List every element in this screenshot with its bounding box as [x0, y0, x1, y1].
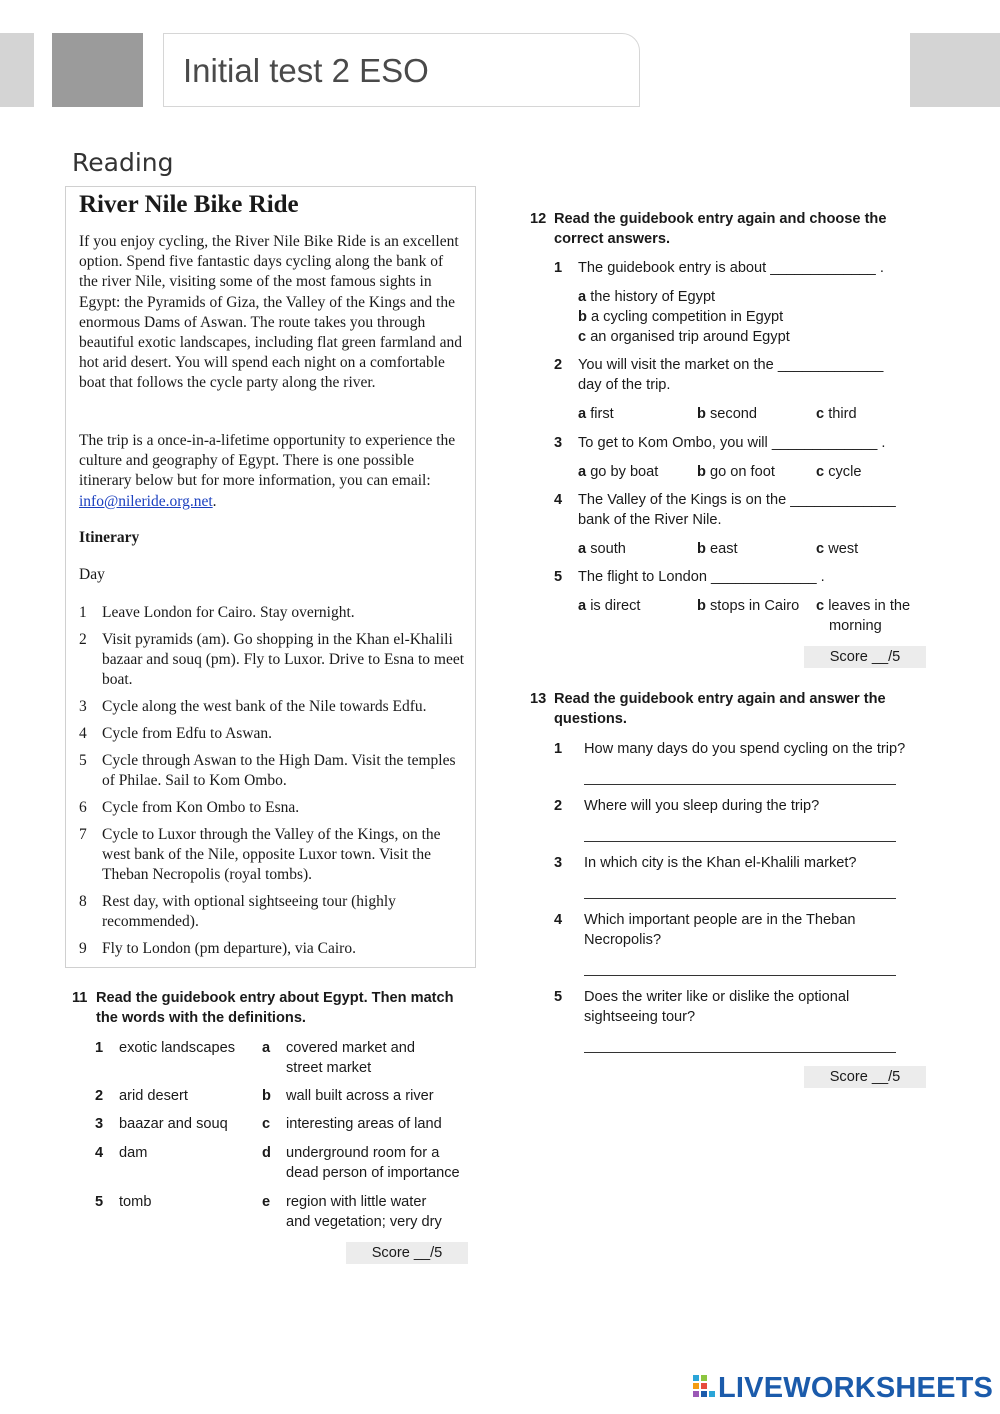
q12-option[interactable] [816, 462, 861, 482]
q11-heading [72, 988, 482, 1030]
q11-definition: region with little water [286, 1194, 427, 1210]
q13-question: Which important people are in the Theban [584, 912, 856, 928]
page-title: Initial test 2 ESO [183, 52, 429, 89]
option-letter: c [816, 541, 825, 557]
q12-instruction-1: Read the guidebook entry again and choose the [554, 211, 887, 227]
q11-definition-cont: street market [286, 1060, 372, 1076]
q11-number: 11 [72, 990, 88, 1006]
q11-definition-letter: d [262, 1145, 271, 1161]
q11-score: Score __/5 [346, 1242, 468, 1264]
q11-definition-cont: dead person of importance [286, 1165, 460, 1181]
q13-item-number: 4 [554, 912, 563, 928]
q11-word-number: 3 [95, 1116, 104, 1132]
article-title: River Nile Bike Ride [79, 191, 299, 218]
option-letter: b [697, 406, 706, 422]
day-text: Cycle from Kon Ombo to Esna. [102, 799, 300, 816]
q11-word: tomb [119, 1194, 152, 1210]
day-text: Fly to London (pm departure), via Cairo. [102, 940, 356, 957]
liveworksheets-logo-icon [693, 1375, 715, 1403]
option-letter: b [697, 541, 706, 557]
q12-item-number: 3 [554, 435, 563, 451]
answer-line[interactable] [584, 841, 896, 842]
brand-logo-text: LIVEWORKSHEETS [718, 1372, 994, 1404]
q12-item-text: You will visit the market on the _____________ [578, 357, 884, 373]
option-letter: c [816, 598, 825, 614]
itinerary-heading: Itinerary [79, 529, 140, 546]
q11-definition-cont: and vegetation; very dry [286, 1214, 442, 1230]
q12-option[interactable] [816, 404, 857, 424]
q11-definition: underground room for a [286, 1145, 440, 1161]
day-number: 5 [79, 752, 87, 769]
option-letter: b [697, 464, 706, 480]
q11-word: baazar and souq [119, 1116, 228, 1132]
day-text: Leave London for Cairo. Stay overnight. [102, 604, 355, 621]
q11-definition-letter: a [262, 1040, 271, 1056]
q12-instruction-2: correct answers. [554, 231, 671, 247]
q12-number: 12 [530, 211, 547, 227]
email-link[interactable]: info@nileride.org.net [79, 492, 213, 510]
q13-item-number: 3 [554, 855, 563, 871]
q12-option[interactable] [816, 596, 910, 616]
q12-item-text: The Valley of the Kings is on the _____________ [578, 492, 896, 508]
day-text: Visit pyramids (am). Go shopping in the Khan el-Khalili bazaar and souq (pm). Fly to Luxor. Drive to Esna to meet boat. [102, 631, 465, 689]
q12-item-text-cont: bank of the River Nile. [578, 512, 722, 528]
q12-option[interactable] [697, 539, 738, 559]
answer-line[interactable] [584, 784, 896, 785]
option-letter: a [578, 541, 587, 557]
q11-definition: covered market and [286, 1040, 415, 1056]
q12-option[interactable] [697, 404, 757, 424]
option-text: east [709, 541, 738, 557]
q11-word: arid desert [119, 1088, 188, 1104]
q12-item-number: 1 [554, 260, 563, 276]
option-letter: c [816, 464, 825, 480]
q12-item-number: 5 [554, 569, 563, 585]
q13-question-cont: sightseeing tour? [584, 1009, 696, 1025]
day-text: Cycle to Luxor through the Valley of the Kings, on the west bank of the Nile, opposite Luxor town. Visit the Theban Necropolis (royal tombs). [102, 826, 441, 884]
q13-question: Does the writer like or dislike the optional [584, 989, 850, 1005]
day-number: 7 [79, 826, 87, 843]
q13-item-number: 2 [554, 798, 563, 814]
day-text: Rest day, with optional sightseeing tour (highly recommended). [102, 893, 396, 931]
day-text: Cycle through Aswan to the High Dam. Visit the temples of Philae. Sail to Kom Ombo. [102, 752, 456, 790]
q12-option[interactable] [816, 539, 858, 559]
day-number: 2 [79, 631, 87, 648]
answer-line[interactable] [584, 1052, 896, 1053]
q13-item-number: 1 [554, 741, 563, 757]
q12-option[interactable] [578, 596, 640, 616]
day-number: 6 [79, 799, 87, 816]
q12-item-number: 2 [554, 357, 563, 373]
day-label: Day [79, 566, 105, 583]
q13-instruction-1: Read the guidebook entry again and answer the [554, 691, 886, 707]
q12-option[interactable] [578, 287, 715, 307]
q12-item-text: To get to Kom Ombo, you will _____________ . [578, 435, 886, 451]
q12-item-number: 4 [554, 492, 563, 508]
q12-score: Score __/5 [804, 646, 926, 668]
q11-definition: wall built across a river [286, 1088, 434, 1104]
q11-word: dam [119, 1145, 148, 1161]
q13-instruction-2: questions. [554, 711, 627, 727]
q12-item-text-cont: day of the trip. [578, 377, 671, 393]
option-text: the history of Egypt [590, 289, 716, 305]
header-left-block [0, 33, 34, 107]
answer-line[interactable] [584, 898, 896, 899]
q12-option[interactable] [578, 462, 658, 482]
q12-option[interactable] [697, 462, 775, 482]
option-text: third [828, 406, 857, 422]
q13-score: Score __/5 [804, 1066, 926, 1088]
q12-heading [530, 209, 950, 251]
q11-definition-letter: b [262, 1088, 271, 1104]
q11-word: exotic landscapes [119, 1040, 236, 1056]
option-text: a cycling competition in Egypt [590, 309, 784, 325]
q13-item-number: 5 [554, 989, 563, 1005]
day-number: 8 [79, 893, 87, 910]
option-letter: c [816, 406, 825, 422]
q12-item-text: The guidebook entry is about _____________ . [578, 260, 884, 276]
q13-question: How many days do you spend cycling on the trip? [584, 741, 906, 757]
q13-number: 13 [530, 691, 547, 707]
option-text: go on foot [709, 464, 775, 480]
q11-definition: interesting areas of land [286, 1116, 442, 1132]
day-number: 9 [79, 940, 87, 957]
option-letter: a [578, 406, 587, 422]
q12-option[interactable] [578, 307, 783, 327]
option-letter: a [578, 598, 587, 614]
option-text: go by boat [590, 464, 659, 480]
q11-word-number: 5 [95, 1194, 104, 1210]
q13-question: In which city is the Khan el-Khalili market? [584, 855, 857, 871]
paragraph-2-end: . [212, 492, 217, 510]
q12-item-text: The flight to London _____________ . [578, 569, 825, 585]
answer-line[interactable] [584, 975, 896, 976]
option-text: second [709, 406, 758, 422]
day-text: Cycle from Edfu to Aswan. [102, 725, 273, 742]
q11-definition-letter: e [262, 1194, 271, 1210]
day-text: Cycle along the west bank of the Nile towards Edfu. [102, 698, 427, 715]
q12-option-cont: morning [829, 618, 882, 634]
header-right-block [910, 33, 1000, 107]
day-number: 3 [79, 698, 87, 715]
option-letter: b [578, 309, 587, 325]
option-text: south [590, 541, 626, 557]
option-letter: b [697, 598, 706, 614]
q12-option[interactable] [697, 596, 799, 616]
q12-option[interactable] [578, 539, 626, 559]
q11-word-number: 2 [95, 1088, 104, 1104]
option-text: stops in Cairo [709, 598, 800, 614]
header-dark-block [52, 33, 143, 107]
option-letter: a [578, 464, 587, 480]
option-text: an organised trip around Egypt [590, 329, 790, 345]
paragraph-2-text: The trip is a once-in-a-lifetime opportunity to experience the culture and geography of Egypt. There is one possible itinerary below but for more information, you can email: [79, 432, 456, 490]
q12-option[interactable] [578, 327, 790, 347]
day-number: 1 [79, 604, 87, 621]
option-text: cycle [828, 464, 862, 480]
q11-instruction-1: Read the guidebook entry about Egypt. Then match [96, 990, 454, 1006]
option-text: west [828, 541, 859, 557]
day-number: 4 [79, 725, 87, 742]
option-letter: a [578, 289, 587, 305]
option-text: is direct [590, 598, 641, 614]
article-paragraph-1: If you enjoy cycling, the River Nile Bike Ride is an excellent option. Spend five fantastic days cycling along the bank of the river Nile, visiting some of the most famous sights in Egypt: the Pyramids of Giza, the Valley of the Kings and the enormous Dams of Aswan. The route takes you through beautiful exotic landscapes, including flat green farmland and hot arid desert. You will spend each night on a comfortable boat that follows the cycle party along the river. [79, 233, 463, 392]
q11-instruction-2: the words with the definitions. [96, 1010, 306, 1026]
option-text: first [590, 406, 614, 422]
option-text: leaves in the [828, 598, 911, 614]
q13-heading [530, 689, 950, 731]
section-title: Reading [72, 148, 174, 177]
q13-question-cont: Necropolis? [584, 932, 662, 948]
q11-word-number: 1 [95, 1040, 104, 1056]
article-paragraph-2 [79, 431, 464, 512]
q13-question: Where will you sleep during the trip? [584, 798, 820, 814]
q11-word-number: 4 [95, 1145, 104, 1161]
option-letter: c [578, 329, 587, 345]
q12-option[interactable] [578, 404, 614, 424]
q11-definition-letter: c [262, 1116, 271, 1132]
